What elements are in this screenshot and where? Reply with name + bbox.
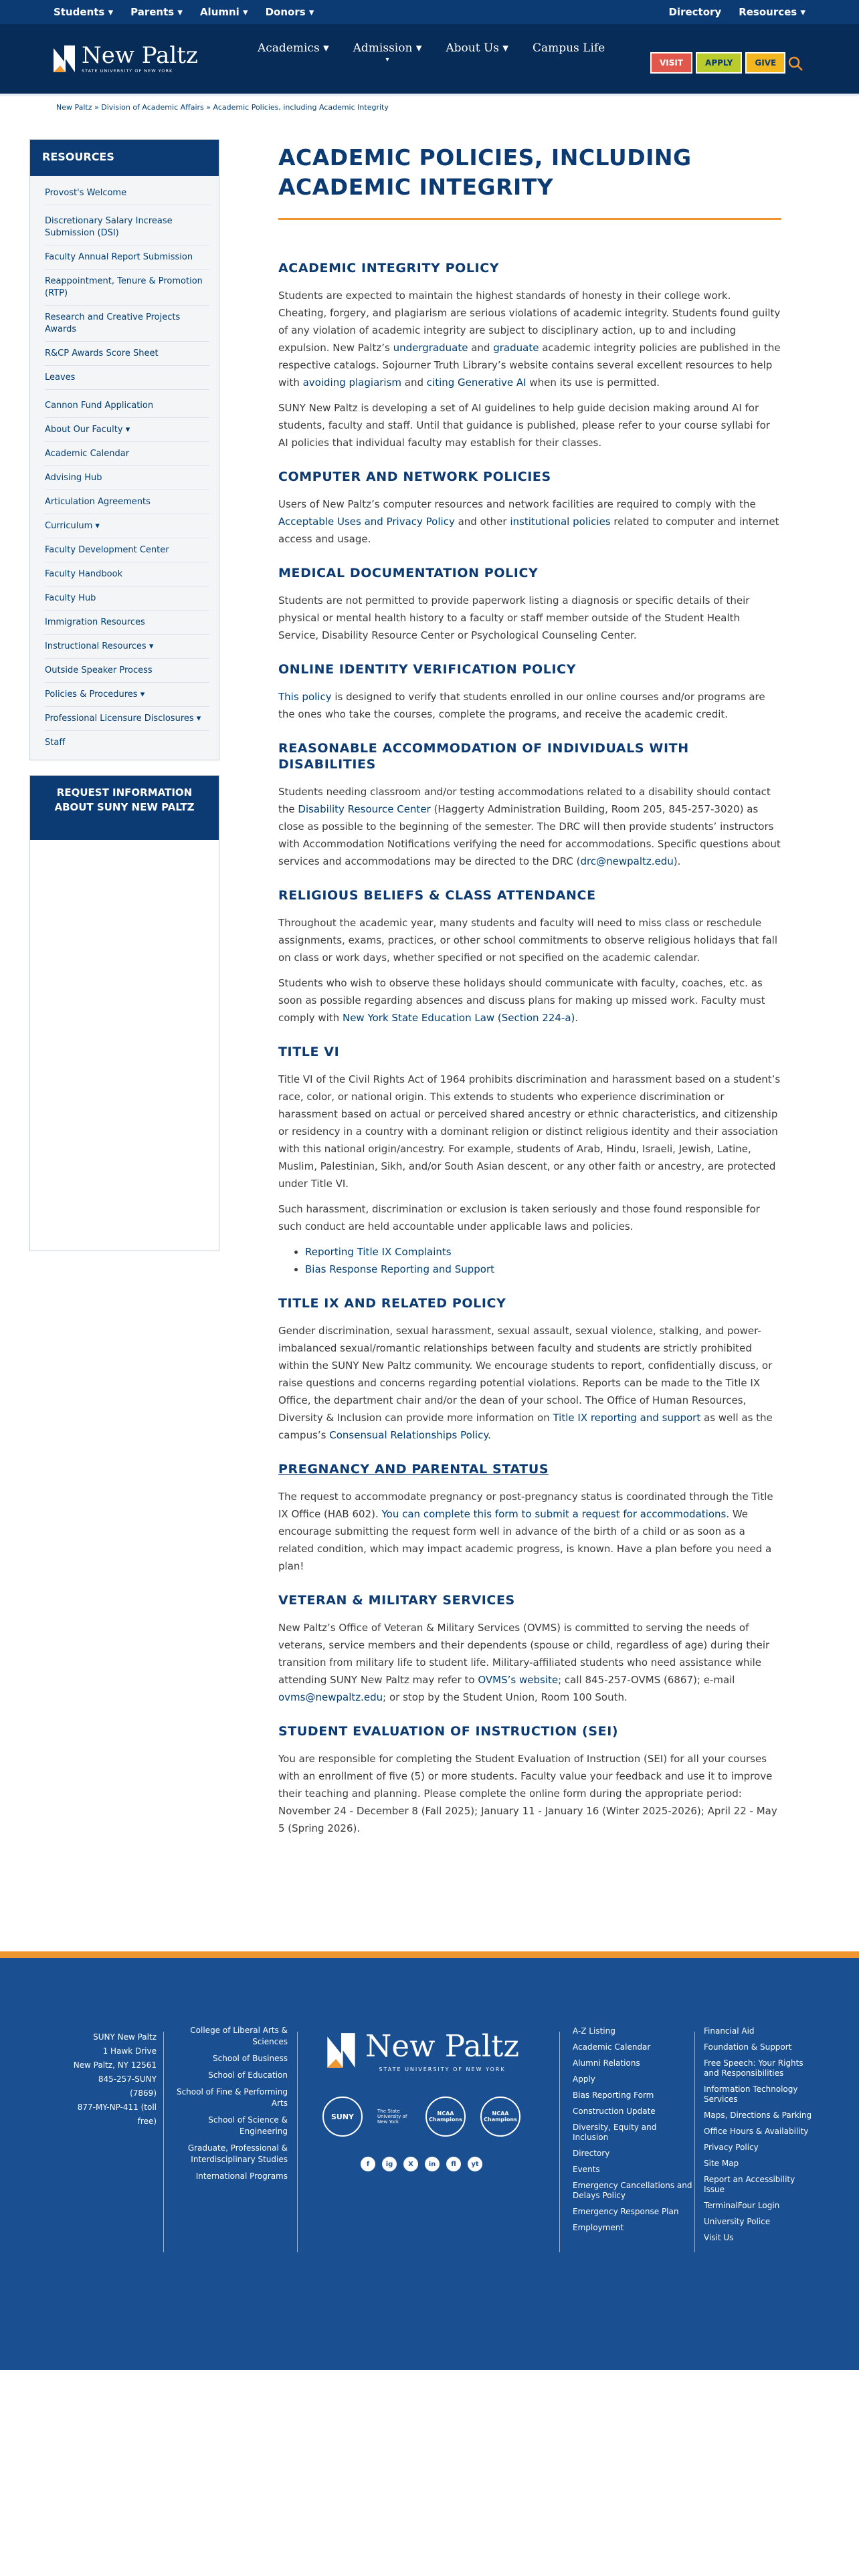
resources-box [29, 139, 219, 760]
request-info-box [29, 775, 219, 1251]
ncaa-seal-icon: NCAA Champions [425, 2097, 466, 2137]
footer-phone[interactable]: 845-257-SUNY (7869) [98, 2074, 157, 2098]
breadcrumb-separator: » [94, 103, 102, 112]
list-item [305, 1243, 781, 1261]
footer-link[interactable]: International Programs [195, 2171, 288, 2181]
religious-beliefs-text-1: Throughout the academic year, many students and faculty will need to miss class or reschedule assignments, exams, practices, or other school commitments to observe religious holidays that fall on class or work days, whether specified or not specified on the academic calendar. [278, 917, 778, 964]
sidebar-item-faculty-development[interactable]: Faculty Development Center [45, 538, 209, 562]
sidebar-item-licensure[interactable]: Professional Licensure Disclosures ▾ [45, 707, 209, 731]
footer [0, 1951, 859, 2370]
veteran-heading: VETERAN & MILITARY SERVICES [278, 1593, 515, 1608]
academic-integrity-heading: ACADEMIC INTEGRITY POLICY [278, 261, 500, 276]
academic-integrity-text: Students are expected to maintain the highest standards of honesty in their college work. Cheating, forgery, and plagiarism are serious violations of academic integrity. Students found guilty of any violation of academic integrity are subject to disciplinary action, up to and including expulsion. New Paltz’s undergraduate and graduate academic integrity policies are published in the respective catalogs. Sojourner Truth Library’s website contains several excellent resources to help with avoiding plagiarism and citing Generative AI when its use is permitted. [278, 290, 781, 389]
flickr-icon[interactable]: fl [446, 2157, 461, 2171]
sidebar-item-leaves[interactable]: Leaves [45, 366, 209, 390]
footer-divider [559, 2032, 560, 2252]
util-students[interactable]: Students ▾ [54, 6, 114, 18]
nys-education-law-link[interactable]: New York State Education Law (Section 224-a) [342, 1012, 575, 1024]
footer-divider [163, 2032, 164, 2252]
footer-colleges [167, 2025, 288, 2187]
computer-network-heading: COMPUTER AND NETWORK POLICIES [278, 469, 551, 484]
footer-seals [321, 2097, 522, 2137]
medical-documentation-heading: MEDICAL DOCUMENTATION POLICY [278, 566, 539, 580]
computer-network-text: Users of New Paltz’s computer resources and network facilities are required to comply with the Acceptable Uses and Privacy Policy and other institutional policies related to computer and internet access and usage. [278, 498, 779, 545]
citing-ai-link[interactable]: citing Generative AI [426, 377, 527, 389]
footer-link[interactable]: Office Hours & Availability [704, 2127, 809, 2136]
footer-link[interactable]: Construction Update [573, 2107, 656, 2116]
facebook-icon[interactable]: f [361, 2157, 375, 2171]
footer-link[interactable]: School of Business [213, 2054, 288, 2063]
util-directory[interactable]: Directory [668, 6, 722, 18]
footer-link[interactable]: Information Technology Services [704, 2084, 798, 2104]
ovms-email-link[interactable]: ovms@newpaltz.edu [278, 1691, 383, 1703]
footer-links-col-2 [704, 2026, 818, 2249]
online-identity-heading: ONLINE IDENTITY VERIFICATION POLICY [278, 662, 577, 677]
util-resources[interactable]: Resources ▾ [739, 6, 805, 18]
visit-button[interactable]: VISIT [650, 52, 692, 74]
title-ix-heading: TITLE IX AND RELATED POLICY [278, 1296, 506, 1311]
resources-list [30, 176, 219, 760]
nav-campus-life[interactable]: Campus Life [532, 41, 605, 55]
footer-logo-text: New Paltz [365, 2028, 520, 2064]
institutional-policies-link[interactable]: institutional policies [510, 516, 611, 528]
accommodation-form-link[interactable]: You can complete this form to submit a request for accommodations [381, 1508, 727, 1520]
x-icon[interactable]: X [403, 2157, 418, 2171]
religious-beliefs-text-2: Students who wish to observe these holidays should communicate with faculty, coaches, etc. as soon as possible regarding absences and discuss plans for making up missed work. Faculty must comply with New York State Education Law (Section 224-a). [278, 977, 765, 1024]
sidebar-item-outside-speaker[interactable]: Outside Speaker Process [45, 659, 209, 683]
consensual-relationships-link[interactable]: Consensual Relationships Policy [329, 1429, 488, 1441]
give-button[interactable]: GIVE [745, 52, 785, 74]
title-vi-links [305, 1243, 781, 1278]
footer-accent-bar [0, 1951, 859, 1958]
footer-link[interactable]: Report an Accessibility Issue [704, 2175, 795, 2194]
ncaa-seal-icon: NCAA Champions [480, 2097, 520, 2137]
logo-text: New Paltz [82, 42, 198, 69]
footer-link[interactable]: TerminalFour Login [704, 2201, 780, 2210]
breadcrumb-separator: » [206, 103, 213, 112]
title-rule [278, 218, 781, 220]
footer-links-col-1 [573, 2026, 693, 2239]
title-ix-text: Gender discrimination, sexual harassment, sexual assault, sexual violence, stalking, and power-imbalanced sexual/romantic relationships between faculty and students are strictly prohibited within the SUNY New Paltz community. We encourage students to report, confidentially discuss, or raise questions and concerns regarding potential violations. Reports can be made to the Title IX Office, the department chair and/or the dean of your school. The Office of Human Resources, Diversity & Inclusion can provide more information on Title IX reporting and support as well as the campus’s Consensual Relationships Policy. [278, 1325, 773, 1441]
sidebar-item-faculty-handbook[interactable]: Faculty Handbook [45, 562, 209, 586]
footer-link[interactable]: Events [573, 2165, 600, 2174]
util-alumni[interactable]: Alumni ▾ [199, 6, 248, 18]
sidebar-item-instructional[interactable]: Instructional Resources ▾ [45, 635, 209, 659]
sidebar-item-rcp-score-sheet[interactable]: R&CP Awards Score Sheet [45, 342, 209, 366]
instagram-icon[interactable]: ig [382, 2157, 397, 2171]
drc-email-link[interactable]: drc@newpaltz.edu [580, 855, 674, 867]
sidebar-item-articulation[interactable]: Articulation Agreements [45, 490, 209, 514]
breadcrumb-current[interactable]: Academic Policies, including Academic Integrity [213, 103, 389, 112]
nav-academics[interactable]: Academics ▾ [258, 41, 329, 55]
footer-divider [297, 2032, 298, 2252]
sidebar-item-curriculum[interactable]: Curriculum ▾ [45, 514, 209, 538]
footer-link[interactable]: Privacy Policy [704, 2143, 759, 2152]
footer-link[interactable]: Visit Us [704, 2233, 734, 2242]
footer-link[interactable]: Bias Reporting Form [573, 2090, 654, 2100]
sidebar-item-immigration[interactable]: Immigration Resources [45, 611, 209, 635]
search-icon[interactable] [787, 55, 804, 72]
site-logo[interactable] [51, 43, 198, 75]
footer-link[interactable]: Directory [573, 2149, 610, 2158]
accommodation-text: Students needing classroom and/or testing accommodations related to a disability should contact the Disability Resource Center (Haggerty Administration Building, Room 205, 845-257-3020) as close as possible to the beginning of the semester. The DRC will then provide students’ instructors with Accommodation Notifications verifying the need for accommodations. Specific questions about services and accommodations may be directed to the DRC (drc@newpaltz.edu). [278, 786, 781, 867]
logo-subtext: STATE UNIVERSITY OF NEW YORK [82, 68, 173, 74]
footer-link[interactable]: Diversity, Equity and Inclusion [573, 2123, 657, 2142]
footer-link[interactable]: Maps, Directions & Parking [704, 2111, 812, 2120]
sidebar-item-policies[interactable]: Policies & Procedures ▾ [45, 683, 209, 707]
undergraduate-link[interactable]: undergraduate [393, 342, 468, 354]
request-info-title[interactable]: REQUEST INFORMATION ABOUT SUNY NEW PALTZ [30, 776, 219, 840]
footer-link[interactable]: Emergency Response Plan [573, 2207, 679, 2216]
sidebar-item-research-awards[interactable]: Research and Creative Projects Awards [45, 306, 209, 342]
youtube-icon[interactable]: yt [468, 2157, 482, 2171]
avoiding-plagiarism-link[interactable]: avoiding plagiarism [302, 377, 402, 389]
util-donors[interactable]: Donors ▾ [265, 6, 314, 18]
footer-logo[interactable] [321, 2028, 522, 2072]
footer-link[interactable]: University Police [704, 2217, 771, 2226]
footer-brand [321, 2028, 522, 2171]
footer-link[interactable]: School of Science & Engineering [208, 2115, 288, 2136]
sidebar-item-provost-welcome[interactable]: Provost's Welcome [45, 181, 209, 205]
sidebar-item-cannon-fund[interactable]: Cannon Fund Application [45, 394, 209, 418]
page-title: ACADEMIC POLICIES, INCLUDING ACADEMIC INTEGRITY [278, 144, 692, 200]
footer-link[interactable]: School of Fine & Performing Arts [176, 2087, 288, 2108]
sidebar-item-advising-hub[interactable]: Advising Hub [45, 466, 209, 490]
veteran-text: New Paltz’s Office of Veteran & Military Services (OVMS) is committed to serving the needs of veterans, service members and their dependents (spouse or child, regardless of age) during their transition from military life to student life. Military-affiliated students who need assistance while attending SUNY New Paltz may refer to OVMS’s website; call 845-257-OVMS (6867); e-mail ovms@newpaltz.edu; or stop by the Student Union, Room 100 South. [278, 1622, 770, 1703]
suny-seal-caption: The State University of New York [377, 2109, 407, 2125]
list-item [305, 1261, 781, 1278]
title-ix-reporting-link[interactable]: Title IX reporting and support [553, 1412, 701, 1424]
nav-admission[interactable]: Admission ▾ ▾ [353, 41, 422, 64]
title-vi-text-1: Title VI of the Civil Rights Act of 1964 prohibits discrimination and harassment based on a student’s race, color, or national origin. This extends to students who experience discrimination or harassment based on actual or perceived shared ancestry or ethnic characteristics, and citizenship or residency in a country with a dominant religion or distinct religious identity and their association with this national origin/ancestry. For example, students of Arab, Hindu, Israeli, Jewish, Latine, Muslim, Palestinian, Sikh, and/or South Asian descent, or any other faith or ancestry, are protected under Title VI. [278, 1073, 781, 1190]
pregnancy-heading[interactable]: PREGNANCY AND PARENTAL STATUS [278, 1462, 549, 1477]
sidebar-item-annual-report[interactable]: Faculty Annual Report Submission [45, 245, 209, 270]
medical-documentation-text: Students are not permitted to provide paperwork listing a diagnosis or specific details of their physical or mental health history to a faculty or staff member outside of the Student Health Service, Disability Resource Center or Psychological Counseling Center. [278, 595, 750, 641]
sidebar-item-faculty-hub[interactable]: Faculty Hub [45, 586, 209, 611]
sidebar [29, 139, 219, 1251]
title-vi-heading: TITLE VI [278, 1045, 340, 1059]
bias-response-link[interactable]: Bias Response Reporting and Support [305, 1263, 495, 1275]
breadcrumb-academic-affairs[interactable]: Division of Academic Affairs [101, 103, 204, 112]
drc-link[interactable]: Disability Resource Center [298, 803, 431, 815]
footer-link[interactable]: Emergency Cancellations and Delays Policy [573, 2181, 692, 2200]
footer-link[interactable]: Foundation & Support [704, 2042, 792, 2052]
this-policy-link[interactable]: This policy [278, 691, 332, 703]
footer-link[interactable]: Apply [573, 2074, 595, 2084]
ovms-website-link[interactable]: OVMS’s website [478, 1674, 559, 1686]
title-vi-text-2: Such harassment, discrimination or exclusion is taken seriously and those found responsible for such conduct are held accountable under applicable laws and policies. [278, 1203, 760, 1232]
footer-link[interactable]: Financial Aid [704, 2026, 755, 2036]
social-links [321, 2157, 522, 2171]
footer-link[interactable]: Graduate, Professional & Interdisciplinary Studies [187, 2143, 288, 2164]
footer-link[interactable]: Free Speech: Your Rights and Responsibilities [704, 2058, 803, 2078]
sidebar-item-about-faculty[interactable]: About Our Faculty ▾ [45, 418, 209, 442]
footer-divider [694, 2032, 695, 2252]
main-content [278, 143, 781, 1845]
footer-link[interactable]: Alumni Relations [573, 2058, 640, 2068]
footer-link[interactable]: School of Education [208, 2070, 288, 2080]
sei-text: You are responsible for completing the Student Evaluation of Instruction (SEI) for all your courses with an enrollment of five (5) or more students. Faculty value your feedback and use it to improve their teaching and planning. Please complete the online form during the appropriate period: November 24 - December 8 (Fall 2025); January 11 - January 16 (Winter 2025-2026); April 22 - May 5 (Spring 2026). [278, 1753, 777, 1834]
footer-address: SUNY New Paltz 1 Hawk Drive New Paltz, NY 12561 845-257-SUNY (7869) 877-MY-NP-411 (toll free) [70, 2030, 157, 2129]
reporting-title-ix-link[interactable]: Reporting Title IX Complaints [305, 1246, 452, 1258]
sidebar-item-rtp[interactable]: Reappointment, Tenure & Promotion (RTP) [45, 270, 209, 306]
nav-about-us[interactable]: About Us ▾ [446, 41, 508, 55]
sidebar-item-academic-calendar[interactable]: Academic Calendar [45, 442, 209, 466]
online-identity-text: This policy is designed to verify that students enrolled in our online courses and/or programs are the ones who take the courses, complete the programs, and receive the academic credit. [278, 691, 765, 720]
footer-link[interactable]: College of Liberal Arts & Sciences [190, 2026, 288, 2046]
sidebar-item-staff[interactable]: Staff [45, 738, 66, 748]
breadcrumb [0, 96, 859, 116]
main-nav [0, 24, 859, 94]
footer-link[interactable]: A-Z Listing [573, 2026, 615, 2036]
religious-beliefs-heading: RELIGIOUS BELIEFS & CLASS ATTENDANCE [278, 888, 596, 903]
linkedin-icon[interactable]: in [425, 2157, 440, 2171]
footer-link[interactable]: Academic Calendar [573, 2042, 651, 2052]
suny-seal-icon[interactable]: SUNY [322, 2097, 363, 2137]
accommodation-heading: REASONABLE ACCOMMODATION OF INDIVIDUALS WITH DISABILITIES [278, 741, 689, 772]
resources-title: RESOURCES [30, 140, 219, 176]
utility-bar [0, 0, 859, 24]
logo-mark-icon [51, 43, 78, 75]
util-parents[interactable]: Parents ▾ [130, 6, 183, 18]
logo-mark-icon [324, 2030, 359, 2071]
sei-heading: STUDENT EVALUATION OF INSTRUCTION (SEI) [278, 1724, 619, 1739]
graduate-link[interactable]: graduate [493, 342, 539, 354]
breadcrumb-home[interactable]: New Paltz [56, 103, 92, 112]
footer-tollfree[interactable]: 877-MY-NP-411 (toll free) [77, 2103, 157, 2126]
sidebar-item-dsi[interactable]: Discretionary Salary Increase Submission (DSI) [45, 209, 209, 245]
ai-guidelines-text: SUNY New Paltz is developing a set of AI guidelines to help guide decision making around AI for students, faculty and staff. Until that guidance is published, please refer to your course syllabi for AI policies that individual faculty may establish for their classes. [278, 402, 770, 449]
footer-link[interactable]: Site Map [704, 2159, 739, 2168]
footer-link[interactable]: Employment [573, 2223, 624, 2232]
apply-button[interactable]: APPLY [696, 52, 742, 74]
acceptable-use-link[interactable]: Acceptable Uses and Privacy Policy [278, 516, 455, 528]
pregnancy-text: The request to accommodate pregnancy or post-pregnancy status is coordinated through the Title IX Office (HAB 602). You can complete this form to submit a request for accommodations. We encourage submitting the request form well in advance of the birth of a child or as soon as a related condition, which may impact academic progress, is known. Have a plan before you need a plan! [278, 1491, 773, 1572]
footer-logo-subtext: STATE UNIVERSITY OF NEW YORK [379, 2066, 506, 2072]
